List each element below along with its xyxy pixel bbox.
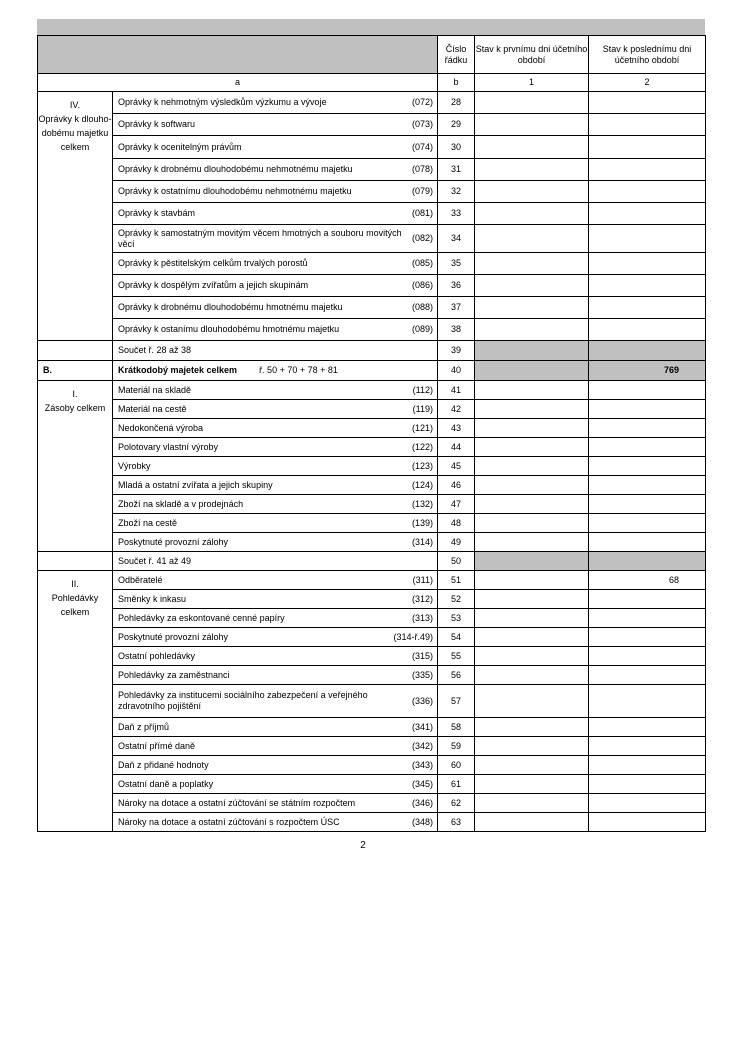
balance-sheet-table bbox=[37, 35, 706, 832]
item-description bbox=[113, 533, 438, 552]
table-row bbox=[38, 275, 706, 297]
item-description bbox=[113, 159, 438, 181]
group-number: I. bbox=[72, 389, 78, 399]
item-label: Mladá a ostatní zvířata a jejich skupiny bbox=[118, 479, 273, 490]
row-number: 32 bbox=[438, 181, 475, 203]
table-row bbox=[38, 181, 706, 203]
last-day-value bbox=[589, 476, 706, 495]
last-day-value bbox=[589, 718, 706, 737]
first-day-value bbox=[475, 341, 589, 361]
table-row bbox=[38, 225, 706, 253]
last-day-value bbox=[589, 203, 706, 225]
first-day-value bbox=[475, 457, 589, 476]
row-number: 28 bbox=[438, 92, 475, 114]
item-label: Zboží na skladě a v prodejnách bbox=[118, 498, 244, 509]
column-index-a: a bbox=[38, 74, 438, 92]
item-label: Výrobky bbox=[118, 460, 151, 471]
item-description bbox=[113, 319, 438, 341]
row-number: 62 bbox=[438, 794, 475, 813]
first-day-value bbox=[475, 419, 589, 438]
first-day-value bbox=[475, 813, 589, 832]
last-day-value bbox=[589, 297, 706, 319]
row-number: 33 bbox=[438, 203, 475, 225]
row-number: 34 bbox=[438, 225, 475, 253]
row-number: 55 bbox=[438, 647, 475, 666]
item-label: Pohledávky za eskontované cenné papíry bbox=[118, 612, 285, 623]
item-description bbox=[113, 775, 438, 794]
item-description bbox=[113, 225, 438, 253]
first-day-value bbox=[475, 275, 589, 297]
first-day-value bbox=[475, 590, 589, 609]
account-code: (345) bbox=[411, 778, 433, 789]
row-number: 57 bbox=[438, 685, 475, 718]
row-number: 39 bbox=[438, 341, 475, 361]
first-day-value bbox=[475, 737, 589, 756]
last-day-value bbox=[589, 495, 706, 514]
group-number: II. bbox=[71, 579, 79, 589]
row-number: 53 bbox=[438, 609, 475, 628]
account-code: (314-ř.49) bbox=[393, 631, 433, 642]
last-day-value bbox=[589, 552, 706, 571]
account-code: (082) bbox=[411, 233, 433, 243]
first-day-value bbox=[475, 571, 589, 590]
last-day-value bbox=[589, 275, 706, 297]
row-number: 44 bbox=[438, 438, 475, 457]
account-code: (081) bbox=[411, 208, 433, 218]
table-row bbox=[38, 159, 706, 181]
last-day-value bbox=[589, 92, 706, 114]
item-description bbox=[113, 275, 438, 297]
last-day-value bbox=[589, 666, 706, 685]
first-day-value bbox=[475, 775, 589, 794]
account-code: (088) bbox=[411, 302, 433, 312]
first-day-value bbox=[475, 253, 589, 275]
first-day-value bbox=[475, 628, 589, 647]
item-description bbox=[113, 794, 438, 813]
row-number: 51 bbox=[438, 571, 475, 590]
row-number: 46 bbox=[438, 476, 475, 495]
account-code: (072) bbox=[411, 97, 433, 107]
item-description bbox=[113, 181, 438, 203]
group-title: Zásoby celkem bbox=[44, 403, 106, 413]
table-row bbox=[38, 136, 706, 159]
row-number: 48 bbox=[438, 514, 475, 533]
header-blank-cell bbox=[38, 36, 438, 74]
first-day-value bbox=[475, 225, 589, 253]
item-label: Materiál na skladě bbox=[118, 384, 192, 395]
row-number: 59 bbox=[438, 737, 475, 756]
last-day-value bbox=[589, 159, 706, 181]
item-description bbox=[113, 666, 438, 685]
last-day-value bbox=[589, 737, 706, 756]
item-description bbox=[113, 457, 438, 476]
first-day-value bbox=[475, 159, 589, 181]
last-day-value: 769 bbox=[589, 361, 706, 381]
item-label: Polotovary vlastní výroby bbox=[118, 441, 219, 452]
last-day-value bbox=[589, 181, 706, 203]
first-day-value bbox=[475, 647, 589, 666]
account-code: (089) bbox=[411, 324, 433, 334]
account-code: (079) bbox=[411, 186, 433, 196]
item-label: Oprávky k dospělým zvířatům a jejich skupinám bbox=[118, 280, 309, 290]
last-day-value bbox=[589, 775, 706, 794]
item-description bbox=[113, 609, 438, 628]
row-number: 47 bbox=[438, 495, 475, 514]
last-day-value: 68 bbox=[589, 571, 706, 590]
row-number: 50 bbox=[438, 552, 475, 571]
item-label: Oprávky k ostanímu dlouhodobému hmotnému majetku bbox=[118, 324, 340, 334]
item-label: Oprávky k nehmotným výsledkům výzkumu a vývoje bbox=[118, 97, 327, 107]
item-label: Oprávky k pěstitelským celkům trvalých porostů bbox=[118, 258, 308, 268]
account-code: (112) bbox=[412, 384, 433, 395]
last-day-value bbox=[589, 419, 706, 438]
section-title: Krátkodobý majetek celkem bbox=[118, 365, 238, 375]
last-day-value bbox=[589, 341, 706, 361]
last-day-value bbox=[589, 647, 706, 666]
table-row bbox=[38, 297, 706, 319]
last-day-value bbox=[589, 438, 706, 457]
column-index-row bbox=[38, 74, 706, 92]
group-zasoby bbox=[38, 381, 113, 552]
account-code: (336) bbox=[411, 695, 433, 706]
item-label: Směnky k inkasu bbox=[118, 593, 187, 604]
table-row bbox=[38, 775, 706, 794]
first-day-value bbox=[475, 609, 589, 628]
item-description bbox=[113, 438, 438, 457]
item-label: Poskytnuté provozní zálohy bbox=[118, 631, 229, 642]
account-code: (341) bbox=[411, 721, 433, 732]
last-day-value bbox=[589, 590, 706, 609]
item-description bbox=[113, 813, 438, 832]
item-label: Materiál na cestě bbox=[118, 403, 187, 414]
row-number: 54 bbox=[438, 628, 475, 647]
last-day-value bbox=[589, 685, 706, 718]
table-row bbox=[38, 813, 706, 832]
table-row bbox=[38, 114, 706, 136]
account-code: (119) bbox=[412, 403, 433, 414]
first-day-value bbox=[475, 361, 589, 381]
table-row bbox=[38, 381, 706, 400]
section-letter: B. bbox=[38, 361, 113, 381]
item-description bbox=[113, 628, 438, 647]
item-description bbox=[113, 571, 438, 590]
row-number: 41 bbox=[438, 381, 475, 400]
item-label: Oprávky k drobnému dlouhodobému hmotnému majetku bbox=[118, 302, 343, 312]
first-day-value bbox=[475, 685, 589, 718]
row-number: 60 bbox=[438, 756, 475, 775]
item-description bbox=[113, 381, 438, 400]
first-day-value bbox=[475, 203, 589, 225]
last-day-value bbox=[589, 628, 706, 647]
table-row bbox=[38, 628, 706, 647]
account-code: (311) bbox=[412, 574, 433, 585]
table-row bbox=[38, 203, 706, 225]
first-day-value bbox=[475, 794, 589, 813]
item-description bbox=[113, 590, 438, 609]
first-day-value bbox=[475, 114, 589, 136]
first-day-value bbox=[475, 718, 589, 737]
last-day-value bbox=[589, 794, 706, 813]
item-label: Nároky na dotace a ostatní zúčtování s rozpočtem ÚSC bbox=[118, 816, 340, 827]
account-code: (343) bbox=[411, 759, 433, 770]
column-index-b: b bbox=[438, 74, 475, 92]
table-row bbox=[38, 718, 706, 737]
header-grey-band bbox=[37, 19, 705, 35]
table-row bbox=[38, 533, 706, 552]
table-row bbox=[38, 590, 706, 609]
item-label: Oprávky k ostatnímu dlouhodobému nehmotnému majetku bbox=[118, 186, 352, 196]
last-day-value bbox=[589, 400, 706, 419]
section-title-cell bbox=[113, 361, 438, 381]
item-label: Oprávky k stavbám bbox=[118, 208, 196, 218]
item-label: Ostatní pohledávky bbox=[118, 650, 196, 661]
first-day-value bbox=[475, 533, 589, 552]
sum-blank-cell bbox=[38, 341, 113, 361]
item-description bbox=[113, 253, 438, 275]
last-day-column-header: Stav k poslednímu dni účetního období bbox=[589, 36, 706, 74]
account-code: (124) bbox=[411, 479, 433, 490]
table-row bbox=[38, 756, 706, 775]
table-row bbox=[38, 495, 706, 514]
row-number: 35 bbox=[438, 253, 475, 275]
last-day-value bbox=[589, 136, 706, 159]
sum-label: Součet ř. 41 až 49 bbox=[113, 552, 438, 571]
row-number: 63 bbox=[438, 813, 475, 832]
item-label: Oprávky k drobnému dlouhodobému nehmotnému majetku bbox=[118, 164, 353, 174]
last-day-value bbox=[589, 609, 706, 628]
account-code: (086) bbox=[411, 280, 433, 290]
table-row bbox=[38, 685, 706, 718]
item-label: Daň z přidané hodnoty bbox=[118, 759, 209, 770]
table-row bbox=[38, 609, 706, 628]
first-day-value bbox=[475, 297, 589, 319]
first-day-value bbox=[475, 495, 589, 514]
account-code: (132) bbox=[411, 498, 433, 509]
first-day-value bbox=[475, 438, 589, 457]
account-code: (348) bbox=[411, 816, 433, 827]
item-description bbox=[113, 419, 438, 438]
item-description bbox=[113, 114, 438, 136]
sum-row bbox=[38, 552, 706, 571]
row-number: 45 bbox=[438, 457, 475, 476]
section-formula: ř. 50 + 70 + 78 + 81 bbox=[259, 365, 338, 375]
table-row bbox=[38, 400, 706, 419]
last-day-value bbox=[589, 457, 706, 476]
account-code: (335) bbox=[411, 669, 433, 680]
item-label: Pohledávky za zaměstnanci bbox=[118, 669, 230, 680]
row-number: 56 bbox=[438, 666, 475, 685]
item-label: Pohledávky za institucemi sociálního zabezpečení a veřejného zdravotního pojištění bbox=[118, 690, 368, 711]
last-day-value bbox=[589, 319, 706, 341]
account-code: (312) bbox=[411, 593, 433, 604]
account-code: (123) bbox=[411, 460, 433, 471]
account-code: (078) bbox=[411, 164, 433, 174]
item-label: Zboží na cestě bbox=[118, 517, 178, 528]
account-code: (139) bbox=[411, 517, 433, 528]
item-label: Oprávky k ocenitelným právům bbox=[118, 141, 242, 152]
item-description bbox=[113, 203, 438, 225]
first-day-value bbox=[475, 514, 589, 533]
row-number: 37 bbox=[438, 297, 475, 319]
first-day-value bbox=[475, 181, 589, 203]
row-number-header: Číslo řádku bbox=[438, 36, 475, 74]
item-description bbox=[113, 647, 438, 666]
table-row bbox=[38, 794, 706, 813]
row-number: 52 bbox=[438, 590, 475, 609]
first-day-value bbox=[475, 756, 589, 775]
table-row bbox=[38, 253, 706, 275]
account-code: (073) bbox=[411, 119, 433, 129]
item-description bbox=[113, 400, 438, 419]
item-label: Nedokončená výroba bbox=[118, 422, 204, 433]
item-description bbox=[113, 514, 438, 533]
account-code: (313) bbox=[411, 612, 433, 623]
account-code: (085) bbox=[411, 258, 433, 268]
group-oprávky bbox=[38, 92, 113, 341]
column-index-1: 1 bbox=[475, 74, 589, 92]
first-day-value bbox=[475, 319, 589, 341]
item-label: Odběratelé bbox=[118, 574, 163, 585]
table-row bbox=[38, 476, 706, 495]
first-day-value bbox=[475, 381, 589, 400]
row-number: 58 bbox=[438, 718, 475, 737]
account-code: (314) bbox=[411, 536, 433, 547]
item-label: Ostatní přímé daně bbox=[118, 740, 196, 751]
account-code: (074) bbox=[411, 141, 433, 152]
item-description bbox=[113, 297, 438, 319]
table-row bbox=[38, 571, 706, 590]
section-b-row bbox=[38, 361, 706, 381]
item-description bbox=[113, 136, 438, 159]
item-description bbox=[113, 756, 438, 775]
item-description bbox=[113, 476, 438, 495]
first-day-value bbox=[475, 552, 589, 571]
item-description bbox=[113, 685, 438, 718]
item-label: Poskytnuté provozní zálohy bbox=[118, 536, 229, 547]
sum-label: Součet ř. 28 až 38 bbox=[113, 341, 438, 361]
item-label: Nároky na dotace a ostatní zúčtování se státním rozpočtem bbox=[118, 797, 356, 808]
group-pohledavky bbox=[38, 571, 113, 832]
row-number: 61 bbox=[438, 775, 475, 794]
table-row bbox=[38, 514, 706, 533]
sum-row bbox=[38, 341, 706, 361]
row-number: 29 bbox=[438, 114, 475, 136]
row-number: 38 bbox=[438, 319, 475, 341]
last-day-value bbox=[589, 756, 706, 775]
row-number: 42 bbox=[438, 400, 475, 419]
last-day-value bbox=[589, 225, 706, 253]
row-number: 40 bbox=[438, 361, 475, 381]
first-day-column-header: Stav k prvnímu dni účetního období bbox=[475, 36, 589, 74]
last-day-value bbox=[589, 253, 706, 275]
first-day-value bbox=[475, 92, 589, 114]
last-day-value bbox=[589, 381, 706, 400]
table-row bbox=[38, 319, 706, 341]
account-code: (342) bbox=[411, 740, 433, 751]
row-number: 31 bbox=[438, 159, 475, 181]
item-label: Ostatní daně a poplatky bbox=[118, 778, 214, 789]
account-code: (346) bbox=[411, 797, 433, 808]
row-number: 49 bbox=[438, 533, 475, 552]
item-description bbox=[113, 92, 438, 114]
item-description bbox=[113, 718, 438, 737]
table-row bbox=[38, 647, 706, 666]
page-number: 2 bbox=[360, 840, 366, 851]
table-row bbox=[38, 457, 706, 476]
sum-blank-cell bbox=[38, 552, 113, 571]
item-label: Oprávky k softwaru bbox=[118, 119, 196, 129]
group-title: Oprávky k dlouho-dobému majetku celkem bbox=[38, 114, 112, 152]
first-day-value bbox=[475, 666, 589, 685]
first-day-value bbox=[475, 400, 589, 419]
first-day-value bbox=[475, 136, 589, 159]
table-row bbox=[38, 438, 706, 457]
row-number: 30 bbox=[438, 136, 475, 159]
table-row bbox=[38, 92, 706, 114]
last-day-value bbox=[589, 514, 706, 533]
item-label: Oprávky k samostatným movitým věcem hmotných a souboru movitých věcí bbox=[118, 227, 402, 249]
last-day-value bbox=[589, 533, 706, 552]
last-day-value bbox=[589, 114, 706, 136]
column-index-2: 2 bbox=[589, 74, 706, 92]
item-description bbox=[113, 495, 438, 514]
item-description bbox=[113, 737, 438, 756]
table-row bbox=[38, 419, 706, 438]
header-row bbox=[38, 36, 706, 74]
first-day-value bbox=[475, 476, 589, 495]
group-number: IV. bbox=[69, 100, 81, 110]
account-code: (121) bbox=[411, 422, 433, 433]
item-label: Daň z příjmů bbox=[118, 721, 170, 732]
row-number: 43 bbox=[438, 419, 475, 438]
last-day-value bbox=[589, 813, 706, 832]
account-code: (122) bbox=[411, 441, 433, 452]
table-row bbox=[38, 666, 706, 685]
group-title: Pohledávky celkem bbox=[51, 593, 99, 617]
table-row bbox=[38, 737, 706, 756]
row-number: 36 bbox=[438, 275, 475, 297]
account-code: (315) bbox=[411, 650, 433, 661]
